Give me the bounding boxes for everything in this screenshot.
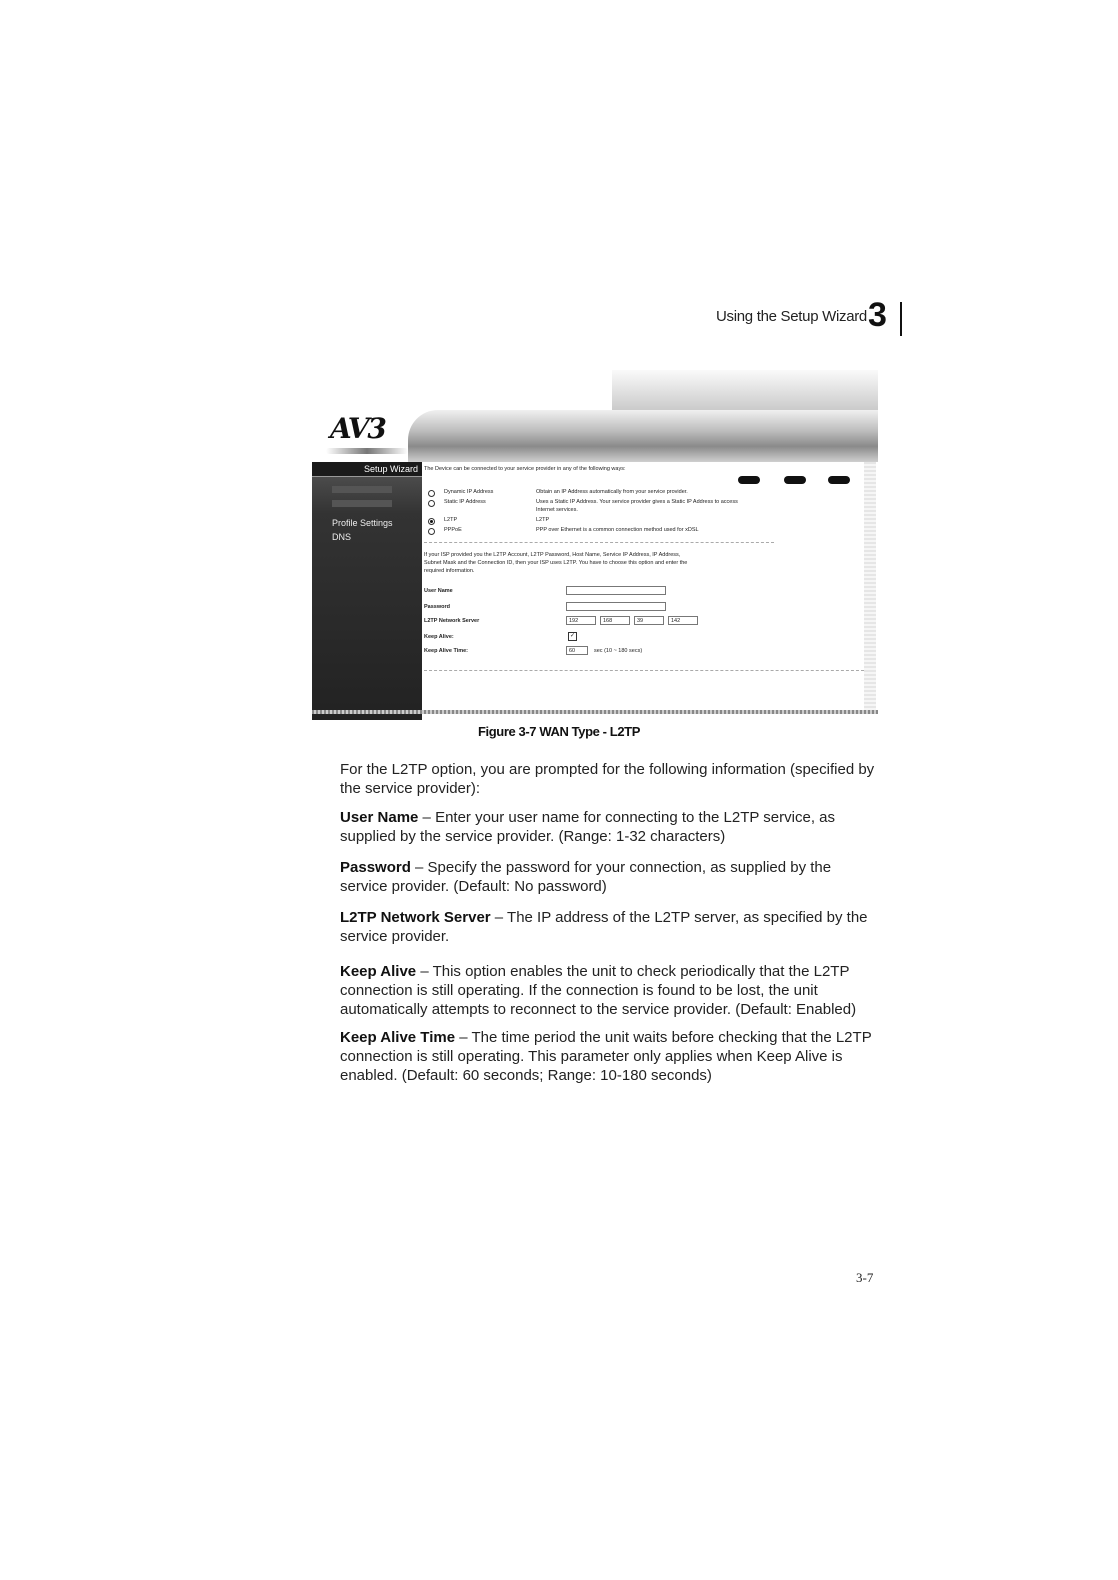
definition-password [340,858,880,896]
definition: – Specify the password for your connection, as supplied by the service provider. (Default: No password) [340,859,832,895]
sidebar [312,462,422,720]
definition: – The IP address of the L2TP server, as specified by the service provider. [340,909,868,945]
option-label: L2TP [444,517,458,523]
header-banner [408,410,878,462]
option-desc: L2TP [536,517,550,523]
divider [424,542,774,543]
figure-screenshot [312,370,878,720]
banner-highlight [612,370,878,412]
option-label: PPPoE [444,527,462,533]
scrollbar[interactable] [864,462,876,712]
figure-caption: Figure 3-7 WAN Type - L2TP [478,724,640,739]
term: L2TP Network Server [340,909,491,926]
option-label: Static IP Address [444,499,486,505]
page-number: 3-7 [856,1270,874,1285]
notice-line: required information. [424,568,475,574]
radio-pppoe[interactable] [428,528,435,535]
password-input[interactable] [566,602,666,611]
server-ip-octet-2[interactable]: 168 [600,616,630,625]
option-desc: Uses a Static IP Address. Your service provider gives a Static IP Address to access [536,499,738,505]
brand-logo: AV3 [330,412,385,445]
keep-alive-checkbox[interactable]: ✓ [569,633,576,639]
user-name-input[interactable] [566,586,666,595]
definition: – Enter your user name for connecting to the L2TP service, as supplied by the service provider. (Range: 1-32 characters) [340,809,835,845]
divider [424,670,864,671]
definition: – This option enables the unit to check periodically that the L2TP connection is still operating. If the connection is found to be lost, the unit automatically attempts to reconnect to the service provider. (Default: Enabled) [340,963,857,1018]
keep-alive-time-input[interactable]: 60 [566,646,588,655]
definition: – The time period the unit waits before checking that the L2TP connection is still operating. This parameter only applies when Keep Alive is enabled. (Default: 60 seconds; Range: 10-180 seconds) [340,1029,872,1084]
user-name-label: User Name [424,588,453,594]
keep-alive-label: Keep Alive: [424,634,454,640]
section-title: Using the Setup Wizard [716,308,867,325]
definition-keep-alive-time [340,1028,880,1085]
sidebar-title[interactable]: Setup Wizard [312,462,422,477]
radio-l2tp[interactable] [428,518,435,525]
sidebar-item-dns[interactable]: DNS [332,532,352,542]
definition-keep-alive [340,962,880,1019]
sidebar-blurred-item[interactable] [332,486,392,493]
header-rule [900,302,902,336]
definition-l2tp-server [340,908,880,946]
intro-text: The Device can be connected to your service provider in any of the following ways: [424,466,626,472]
logo-swoosh [326,448,408,454]
option-desc-cont: Internet services. [536,507,578,513]
keep-alive-time-unit: sec (10 ~ 180 secs) [594,648,643,654]
option-label: Dynamic IP Address [444,489,494,495]
term: Password [340,859,411,876]
password-label: Password [424,604,450,610]
server-ip-octet-1[interactable]: 192 [566,616,596,625]
sidebar-item-profile-settings[interactable]: Profile Settings [332,518,393,528]
term: User Name [340,809,419,826]
option-desc: PPP over Ethernet is a common connection method used for xDSL [536,527,699,533]
sidebar-blurred-item[interactable] [332,500,392,507]
figure-bottom-edge [312,710,878,714]
server-label: L2TP Network Server [424,618,480,624]
definition-user-name [340,808,880,846]
notice-line: If your ISP provided you the L2TP Account, L2TP Password, Host Name, Service IP Address, IP Address, [424,552,681,558]
server-ip-octet-3[interactable]: 39 [634,616,664,625]
chapter-number: 3 [868,296,887,334]
term: Keep Alive Time [340,1029,456,1046]
keep-alive-time-label: Keep Alive Time: [424,648,469,654]
intro-paragraph: For the L2TP option, you are prompted for the following information (specified by the service provider): [340,761,875,797]
option-desc: Obtain an IP Address automatically from your service provider. [536,489,688,495]
radio-dynamic-ip[interactable] [428,490,435,497]
wizard-content [424,462,874,710]
term: Keep Alive [340,963,417,980]
notice-line: Subnet Mask and the Connection ID, then your ISP uses L2TP. You have to choose this option and enter the [424,560,688,566]
radio-static-ip[interactable] [428,500,435,507]
server-ip-octet-4[interactable]: 142 [668,616,698,625]
